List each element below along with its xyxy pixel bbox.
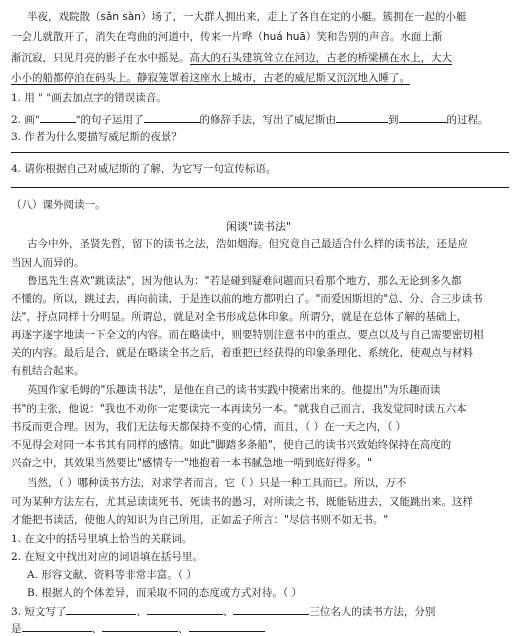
question2-2b: B. 根据人的个体差异，而采取不同的态度或方式对待。（ ） bbox=[27, 587, 302, 599]
q3-part-d: 三位名人的读书方法，分别 bbox=[309, 606, 436, 618]
passage2-p2-line-6: 有机结合起来。 bbox=[11, 365, 85, 377]
answer-line[interactable] bbox=[11, 187, 509, 188]
question1-3: 3. 作者为什么要描写威尼斯的夜景？ bbox=[11, 131, 182, 143]
answer-blank[interactable] bbox=[147, 604, 223, 615]
q3-sep-2: 、 bbox=[222, 606, 234, 618]
passage2-p2-line-2: 不懂的。所以，跳过去，再向前读，于是连以前的地方都明白了。"而爱因斯坦的"总、分、合三步读书 bbox=[11, 293, 483, 305]
answer-blank[interactable] bbox=[399, 112, 447, 123]
passage2-p3-line-5: 兴奋之中，其效果当然要比"感情专一"地抱着一本书腻急地一啃到底好得多。" bbox=[11, 457, 372, 469]
answer-blank[interactable] bbox=[336, 112, 388, 123]
q2-part-d: 到 bbox=[388, 114, 399, 126]
question1-1: 1. 用 " "画去加点字的错误读音。 bbox=[11, 92, 167, 104]
question2-3-cont bbox=[11, 621, 265, 636]
q3-part-e: 是 bbox=[11, 623, 22, 635]
passage2-p4-line-1: 当然，（ ）哪种读书方法，对求学者而言，它（ ）只是一种工具而已。所以，万不 bbox=[27, 477, 407, 489]
question2-2a: A. 形容文献、资料等非常丰富。（ ） bbox=[27, 569, 197, 581]
answer-blank[interactable] bbox=[102, 621, 178, 632]
passage2-p1-line-2: 当因人而异的。 bbox=[11, 257, 85, 269]
passage1-line-1: 半夜，戏院散（sǎn sàn）场了，一大群人拥出来，走上了各自在定的小艇。簇拥在一起的小艇 bbox=[27, 11, 467, 23]
q3-part-a: 3. 短文写了 bbox=[11, 606, 67, 618]
q3-sep-3: 、 bbox=[91, 623, 102, 635]
passage2-p3-line-2: 书"的主张，他说："我也不劝你一定要读完一本再读另一本。"就我自己而言，我发觉同时读五六本 bbox=[11, 403, 467, 415]
passage1-line-2: 一会儿就散开了，消失在弯曲的河道中，传来一片哗（huá huā）笑和告别的声音。水面上渐 bbox=[11, 31, 443, 43]
passage2-p3-line-4: 不见得会对同一本书其有同样的感情。如此"脚踏多条船"，使自己的读书兴致始终保持在高度的 bbox=[11, 439, 452, 451]
section-heading: （八）课外阅读一。 bbox=[11, 199, 106, 211]
passage1-line-4-underlined: 小小的船都停泊在码头上。静寂笼罩着这座水上城市，古老的威尼斯又沉沉地入睡了。 bbox=[11, 72, 410, 84]
question1-4: 4. 请你根据自己对威尼斯的了解，为它写一句宣传标语。 bbox=[11, 163, 277, 175]
passage2-p4-line-2: 可为某种方法左右，尤其忌读读死书、死读书的愚习，对所读之书，既能钻进去，又能跳出来。这样 bbox=[11, 496, 473, 508]
passage2-p3-line-1: 英国作家毛姆的"乐趣读书法"，是他在自己的读书实践中摸索出来的。他提出"为乐趣而读 bbox=[27, 384, 441, 396]
passage1-line-3 bbox=[11, 51, 452, 65]
answer-blank[interactable] bbox=[233, 604, 309, 615]
passage1-line-4 bbox=[11, 71, 410, 85]
passage2-p2-line-3: 法"，抒点同样十分明显。所谓总，就是对全书形成总体印象。所谓分，就是在总体了解的基础上， bbox=[11, 311, 468, 323]
passage2-p4-line-3: 才能把书读活，使他人的知识为自己所用，正如孟子所言："尽信书则不如无书。" bbox=[11, 514, 389, 526]
q2-part-a: 2. 画" bbox=[11, 114, 40, 126]
passage2-p2-line-1: 鲁迅先生喜欢"跳读法"，因为他认为："若是碰到疑难问题而只看那个地方，那么无论到多久都 bbox=[27, 275, 462, 287]
answer-blank[interactable] bbox=[144, 112, 200, 123]
answer-blank[interactable] bbox=[22, 621, 92, 632]
passage1-line-3-underlined: 高大的石头建筑耸立在河边，古老的桥梁横在水上，大大 bbox=[189, 52, 452, 64]
answer-blank[interactable] bbox=[40, 112, 76, 123]
answer-blank[interactable] bbox=[189, 621, 265, 632]
article-title: 闲谈"读书法" bbox=[225, 220, 292, 233]
passage2-p3-line-3: 书反而更合理。因为，我们无法每天都保持不变的心情，而且，（ ）在一天之内，（ ） bbox=[11, 421, 407, 433]
passage2-p2-line-4: 再逐字逐字地读一下全文的内容。而在略读中，则要特别注意书中的重点、要点以及与自己需要密切相 bbox=[11, 329, 484, 341]
passage2-p1-line-1: 古今中外，圣贤先哲，留下的读书之法，浩如烟海。但究竟自己最适合什么样的读书法，还是应 bbox=[27, 238, 468, 250]
q3-sep-1: 、 bbox=[136, 606, 147, 618]
question2-1: 1. 在文中的括号里填上恰当的关联词。 bbox=[11, 533, 193, 545]
q2-part-c: 的修辞手法，写出了威尼斯由 bbox=[199, 114, 337, 126]
question2-2: 2. 在短文中找出对应的词语填在括号里。 bbox=[11, 551, 203, 563]
q2-part-e: 的过程。 bbox=[446, 114, 489, 126]
passage2-p2-line-5: 关的内容。最后是合，就是在略读全书之后，着重把已经获得的印象条理化、系统化，使观点与材料 bbox=[11, 347, 473, 359]
q3-sep-4: 、 bbox=[178, 623, 189, 635]
answer-blank[interactable] bbox=[66, 604, 136, 615]
passage1-line-3-plain: 渐沉寂，只见月亮的影子在水中摇晃。 bbox=[11, 52, 190, 64]
question2-3 bbox=[11, 604, 435, 619]
answer-line[interactable] bbox=[11, 152, 509, 153]
q2-part-b: "的句子运用了 bbox=[75, 114, 144, 126]
question1-2 bbox=[11, 112, 489, 127]
